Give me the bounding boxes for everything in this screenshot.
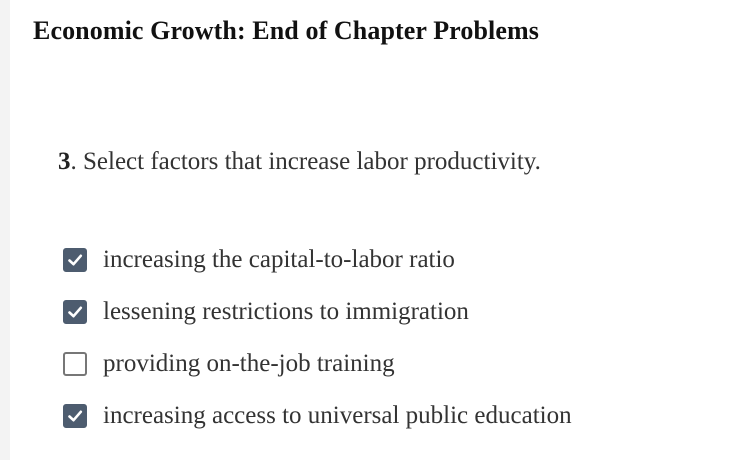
checkmark-icon [66, 251, 84, 269]
answer-option[interactable] [63, 234, 572, 286]
option-checkbox[interactable] [63, 300, 87, 324]
option-label: providing on-the-job training [103, 350, 395, 377]
checkmark-icon [66, 407, 84, 425]
option-checkbox[interactable] [63, 404, 87, 428]
option-label: increasing access to universal public education [103, 402, 572, 429]
option-checkbox[interactable] [63, 248, 87, 272]
question-text: . Select factors that increase labor productivity. [70, 148, 541, 175]
option-label: lessening restrictions to immigration [103, 298, 469, 325]
answer-option[interactable] [63, 338, 572, 390]
option-checkbox[interactable] [63, 352, 87, 376]
problem-page [10, 0, 736, 460]
checkmark-icon [66, 303, 84, 321]
question-number: 3 [58, 148, 71, 175]
page-title: Economic Growth: End of Chapter Problems [33, 16, 539, 45]
left-border-strip [0, 0, 10, 460]
answer-options-list [63, 234, 572, 442]
option-label: increasing the capital-to-labor ratio [103, 246, 455, 273]
answer-option[interactable] [63, 286, 572, 338]
question-prompt [58, 148, 541, 176]
answer-option[interactable] [63, 390, 572, 442]
